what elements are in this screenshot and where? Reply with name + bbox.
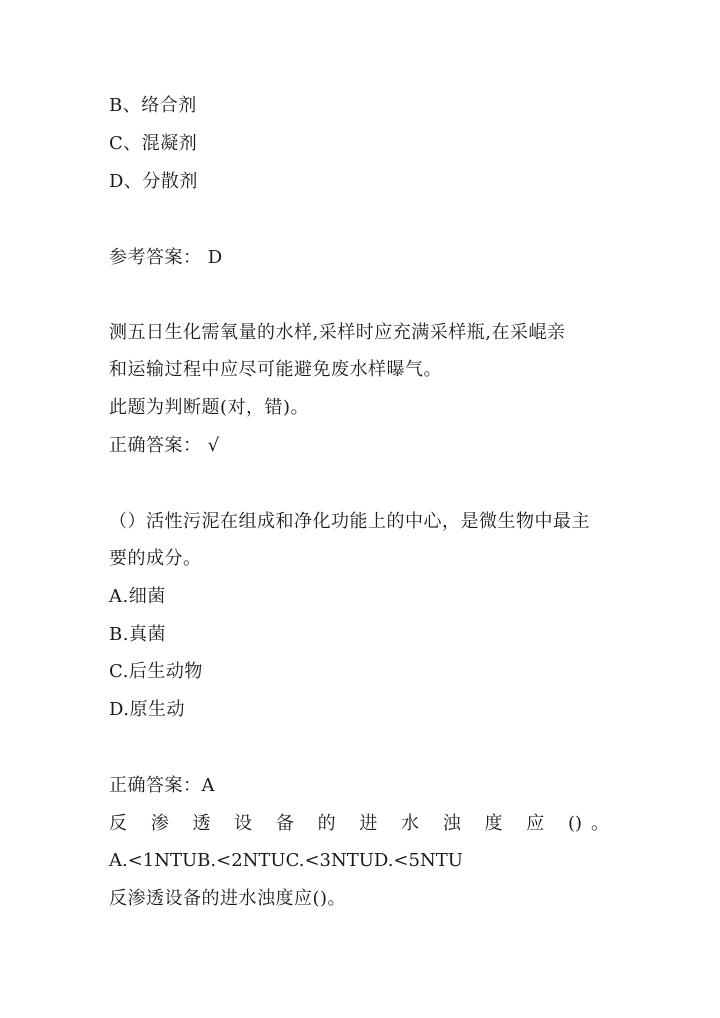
question-text-line1: （）活性污泥在组成和净化功能上的中心，是微生物中最主 <box>109 511 590 532</box>
question-text-line2: 要的成分。 <box>109 548 202 569</box>
question-options: A.<1NTUB.<2NTUC.<3NTUD.<5NTU <box>109 850 463 871</box>
question-text-line1: 测五日生化需氧量的水样,采样时应充满采样瓶,在采崐亲 <box>109 322 566 343</box>
option-b: B.真菌 <box>109 624 166 645</box>
option-d: D、分散剂 <box>109 171 198 192</box>
question-title-spaced: 反 渗 透 设 备 的 进 水 浊 度 应 ()。 <box>109 813 609 834</box>
option-d: D.原生动 <box>109 699 186 720</box>
option-a: A.细菌 <box>109 586 166 607</box>
option-c: C、混凝剂 <box>109 133 198 154</box>
option-b: B、络合剂 <box>109 95 197 116</box>
reference-answer: 参考答案： D <box>109 247 223 268</box>
question-text-line2: 和运输过程中应尽可能避免废水样曝气。 <box>109 359 442 380</box>
option-c: C.后生动物 <box>109 661 203 682</box>
question-title: 反渗透设备的进水浊度应()。 <box>109 888 347 909</box>
question-type-note: 此题为判断题(对，错)。 <box>109 397 310 418</box>
correct-answer: 正确答案： √ <box>109 435 220 456</box>
correct-answer: 正确答案：A <box>109 775 215 796</box>
